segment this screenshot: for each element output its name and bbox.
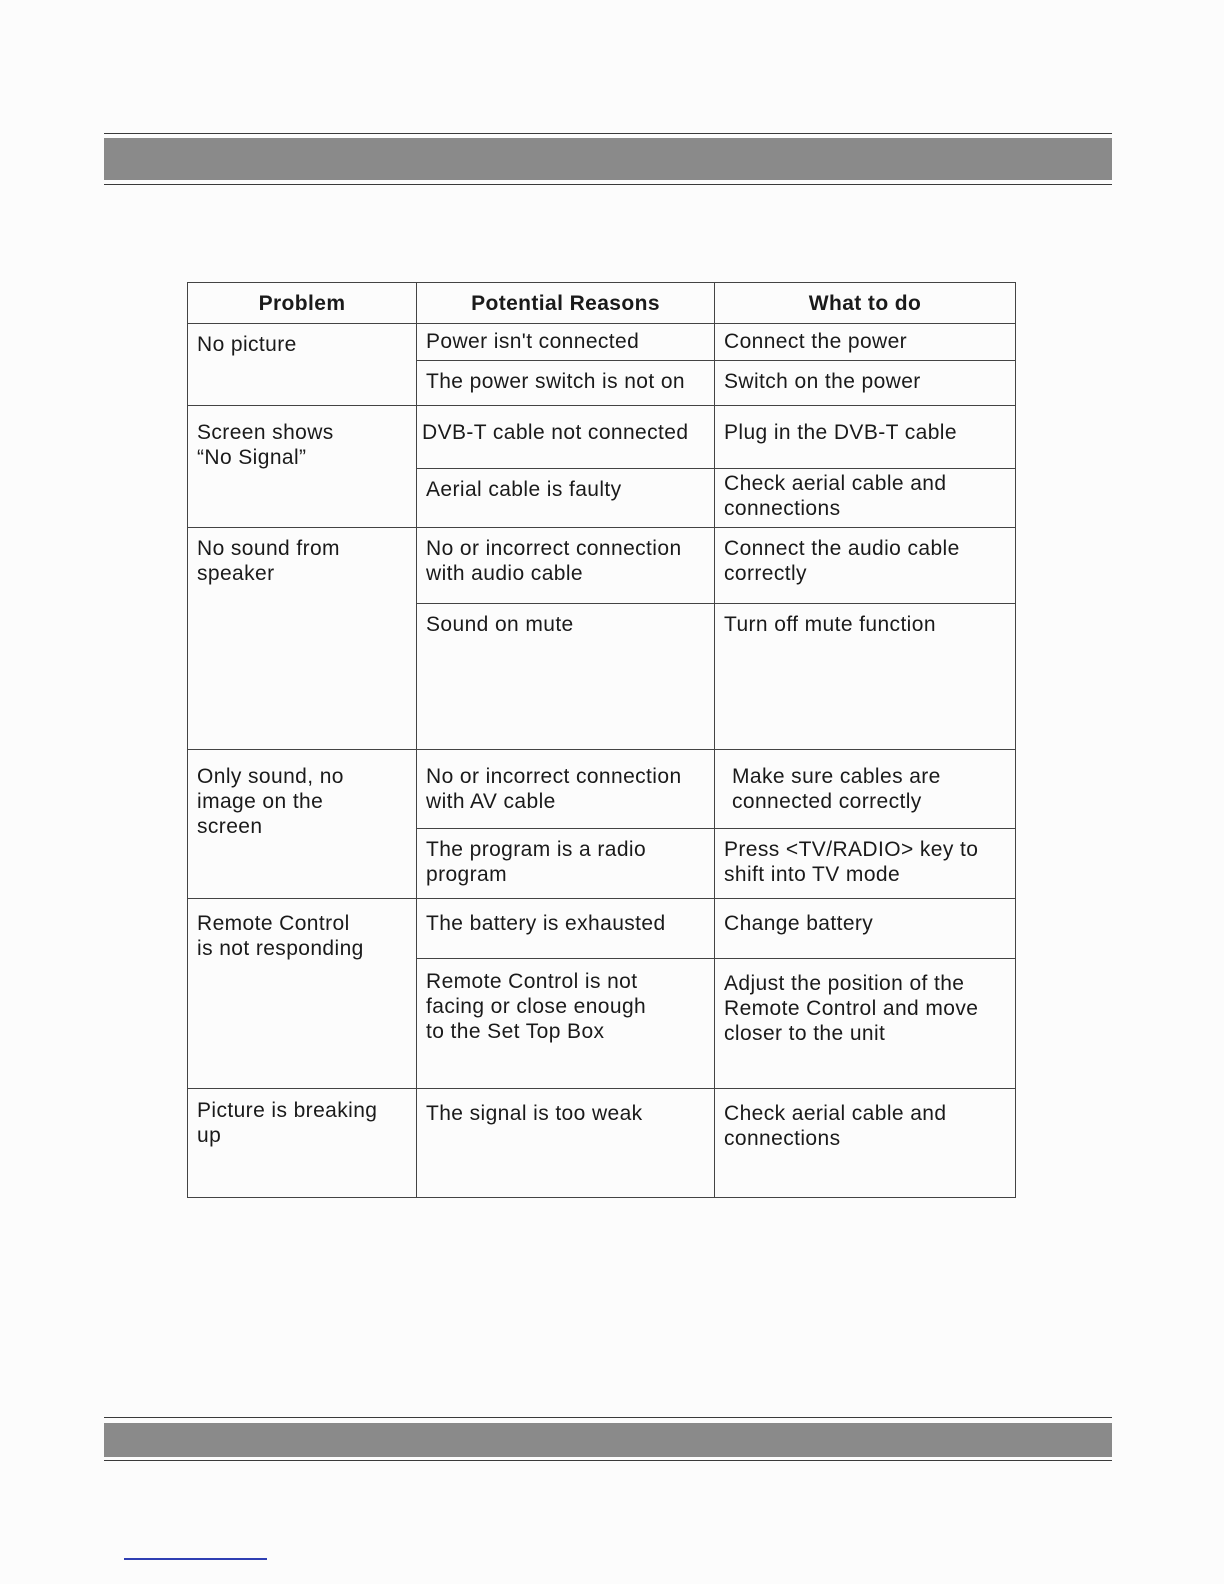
table-row (188, 406, 1016, 469)
action-cell: Adjust the position of the Remote Control and move closer to the unit (715, 959, 1016, 1089)
header-rule-top (104, 133, 1112, 134)
problem-cell: Remote Control is not responding (188, 899, 417, 1089)
action-cell: Plug in the DVB-T cable (715, 406, 1016, 469)
footer-band (104, 1417, 1112, 1463)
reason-cell: Remote Control is not facing or close enough to the Set Top Box (417, 959, 715, 1089)
reason-cell: DVB-T cable not connected (417, 406, 715, 469)
action-cell: Check aerial cable and connections (715, 469, 1016, 528)
reason-cell: Sound on mute (417, 604, 715, 750)
reason-cell: The program is a radio program (417, 829, 715, 899)
header-rule-bottom (104, 184, 1112, 185)
footer-bar (104, 1423, 1112, 1457)
reason-cell: The battery is exhausted (417, 899, 715, 959)
footer-rule-bottom (104, 1460, 1112, 1461)
action-cell: Connect the power (715, 324, 1016, 361)
problem-cell: No sound from speaker (188, 528, 417, 750)
action-cell: Change battery (715, 899, 1016, 959)
action-cell: Press <TV/RADIO> key to shift into TV mode (715, 829, 1016, 899)
header-what-to-do: What to do (715, 283, 1016, 324)
problem-cell: Screen shows “No Signal” (188, 406, 417, 528)
footer-rule-top (104, 1417, 1112, 1418)
action-cell: Turn off mute function (715, 604, 1016, 750)
footer-link-underline[interactable] (124, 1558, 267, 1560)
reason-cell: The power switch is not on (417, 361, 715, 406)
header-band (104, 133, 1112, 187)
action-cell: Make sure cables are connected correctly (715, 750, 1016, 829)
action-cell: Connect the audio cable correctly (715, 528, 1016, 604)
table-row (188, 1089, 1016, 1198)
table-header-row (188, 283, 1016, 324)
reason-cell: No or incorrect connection with AV cable (417, 750, 715, 829)
troubleshooting-table (187, 282, 1016, 1198)
reason-cell: No or incorrect connection with audio cable (417, 528, 715, 604)
table-row (188, 324, 1016, 361)
action-cell: Switch on the power (715, 361, 1016, 406)
table-row (188, 750, 1016, 829)
action-cell: Check aerial cable and connections (715, 1089, 1016, 1198)
table-row (188, 528, 1016, 604)
reason-cell: The signal is too weak (417, 1089, 715, 1198)
reason-cell: Aerial cable is faulty (417, 469, 715, 528)
table-row (188, 899, 1016, 959)
header-problem: Problem (188, 283, 417, 324)
problem-cell: Only sound, no image on the screen (188, 750, 417, 899)
problem-cell: No picture (188, 324, 417, 406)
problem-cell: Picture is breaking up (188, 1089, 417, 1198)
reason-cell: Power isn't connected (417, 324, 715, 361)
header-potential-reasons: Potential Reasons (417, 283, 715, 324)
header-bar (104, 138, 1112, 180)
